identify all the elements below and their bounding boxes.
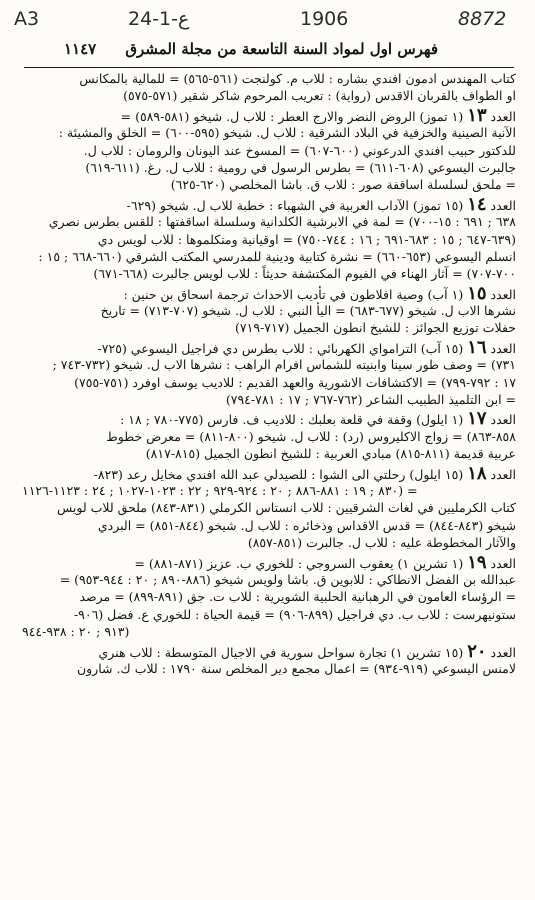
index-line	[22, 213, 516, 230]
issue-label: العدد	[490, 286, 516, 302]
line-text: ٦٣٨ ; ٦٩١ : ١٥-٧٠٠) = لمة في الابرشية الكلدانية وسلسلة اساقفتها : للقس بطرس نصري	[48, 214, 516, 230]
index-line	[22, 231, 516, 248]
line-text: ٧٣١) = وصف طور سينا وابنيته للشماس افرام الراهب : نشرها الاب ل. شيخو (٧٣٢-٧٤٣ ;	[52, 357, 516, 373]
line-text: (١ ايلول) وقفة في قلعة بعلبك : للاديب ف. فارس (٧٧٥-٧٨٠ ; ١٨ :	[120, 412, 464, 428]
index-line	[22, 70, 516, 87]
line-text: (١٥ تموز) الآداب العربية في الشهباء : خطبة للاب ل. شيخو (٦٢٩-	[126, 197, 464, 213]
line-text: (١ تشرين ١) يعقوب السروجي : للخوري ب. عزيز (٨٧١-٨٨١) =	[134, 555, 464, 571]
index-line	[22, 374, 516, 391]
index-line	[22, 87, 516, 104]
line-text: (١٥ تشرين ١) تجارة سواحل سورية في الاجيال المتوسطة : للاب هنري	[98, 644, 464, 660]
line-text: ٨٣٠ ; ١٩ : ٨٨١-٨٨٦ ; ٢٠ : ٩٢٤-٩٢٩ ; ٢٢ : ١٠٢٣-١٠٢٧ ; ٢٤ : ١١٢٣-١١٢٦) =	[22, 482, 418, 498]
index-line	[22, 482, 516, 499]
line-text: (١ آب) وصية افلاطون في تأديب الاحداث ترجمة اسحاق بن حنين :	[123, 286, 464, 302]
handwritten-number: 8872	[458, 8, 507, 30]
issue-entry-line	[22, 643, 516, 660]
index-line	[22, 124, 516, 141]
index-line	[22, 445, 516, 462]
index-line	[22, 571, 516, 588]
issue-entry-line	[22, 196, 516, 213]
index-line	[22, 142, 516, 159]
handwritten-reference: A3	[14, 8, 40, 30]
line-text: جالبرت اليسوعي (٦٠٨-٦١١) = بطرس الرسول في رومية : للاب ل. رغ. (٦١١-٦١٩)	[85, 159, 516, 175]
issue-entry-line	[22, 410, 516, 427]
issue-entry-line	[22, 107, 516, 124]
index-line	[22, 588, 516, 605]
line-text: عبدالله بن الفضل الانطاكي : للابوين ق. باشا ولويس شيخو (٨٨٦-٨٩٠ ; ٢٠ : ٩٤٤-٩٥٣) =	[59, 571, 516, 587]
issue-label: العدد	[490, 412, 516, 428]
handwritten-annotations	[0, 8, 535, 38]
issue-number: ١٩	[467, 553, 487, 571]
issue-label: العدد	[490, 466, 516, 482]
line-text: شيخو (٨٤٣-٨٤٤) = قدس الاقداس وذخائره : للاب ل. شيخو (٨٤٤-٨٥١) = البردي	[97, 517, 516, 533]
index-line	[22, 517, 516, 534]
index-line	[22, 176, 516, 193]
line-text: نشرها الاب ل. شيخو (٦٧٧-٦٨٣) = اليأ النبي : للاب ل. شيخو (٧٠٧-٧١٣) = تاريخ	[100, 303, 516, 319]
index-line	[22, 606, 516, 623]
line-text: ٨٥٨-٨٦٣) = زواج الاكليروس (رد) : للاب ل. شيخو (٨٠٠-٨١١) = معرض خطوط	[106, 428, 516, 444]
index-line	[22, 159, 516, 176]
line-text: لامنس اليسوعي (٩١٩-٩٣٤) = اعمال مجمع دير المخلص سنة ١٧٩٠ : للاب ك. شارون	[76, 660, 516, 676]
issue-number: ١٤	[467, 195, 487, 214]
index-line	[22, 265, 516, 282]
line-text: (٦٣٩-٦٤٧ ; ١٥ : ٦٨٣-٦٩١ ; ١٦ : ٧٤٤-٧٥٠) = اوقيانية ومتكلموها : للاب لويس دي	[97, 231, 516, 247]
line-text: (١ تموز) الروض النضر والارج العطر : للاب ل. شيخو (٥٨١-٥٨٩) =	[120, 108, 464, 124]
line-text: كتاب المهندس ادمون افندي بشاره : للاب م. كولنجت (٥٦١-٥٦٥) = للمالية بالمكانس	[79, 71, 516, 86]
line-text: او الطواف بالقربان الاقدس (رواية) : تعريب المرحوم شاكر شقير (٥٧١-٥٧٥)	[123, 88, 516, 104]
issue-number: ١٧	[467, 410, 487, 428]
index-body	[22, 70, 516, 894]
handwritten-year: 1906	[300, 8, 349, 30]
issue-entry-line	[22, 285, 516, 302]
line-text: ستونيهرست : للاب ب. دي فراجيل (٨٩٩-٩٠٦) = قيمة الحياة : للخوري ع. فضل (٩٠٦-	[73, 606, 516, 622]
line-text: = الرؤساء العامون في الرهبانية الحلبية الشويرية : للاب ت. جق (٨٩١-٨٩٩) = مرصد	[79, 589, 516, 605]
line-text: عربية قديمة (٨١١-٨١٥) مبادي العربية : للشيخ انطون الجميل (٨١٥-٨١٧)	[145, 446, 516, 462]
index-line	[22, 534, 516, 551]
line-text: = ابن التلميذ الطبيب الشاعر (٧٦٢-٧٦٧ ; ١٧ : ٧٨١-٧٩٤)	[225, 392, 516, 408]
index-line	[22, 391, 516, 408]
issue-number: ٢٠	[467, 642, 487, 660]
line-text: للدكتور حبيب افندي الدرعوني (٦٠٠-٦٠٧) = المسوخ عند اليونان والرومان : للاب ل.	[83, 142, 516, 158]
issue-label: العدد	[490, 555, 516, 571]
line-text: (١٥ آب) الترامواي الكهربائي : للاب بطرس دي فراجيل اليسوعي (٧٢٥-	[97, 340, 464, 356]
issue-entry-line	[22, 554, 516, 571]
line-text: = ملحق لسلسلة اساقفة صور : للاب ق. باشا المخلصي (٦٢٠-٦٢٥)	[170, 177, 516, 193]
line-text: حفلات توزيع الجوائز : للشيخ انطون الجميل (٧١٧-٧١٩)	[235, 320, 516, 336]
issue-entry-line	[22, 465, 516, 482]
issue-label: العدد	[490, 108, 516, 124]
issue-number: ١٦	[467, 338, 487, 357]
issue-label: العدد	[490, 340, 516, 356]
line-text: والآثار المخطوطة عليه : للاب ل. جالبرت (٨٥١-٨٥٧)	[247, 535, 516, 551]
index-line	[22, 302, 516, 319]
line-text: ٧٠٠-٧٠٧) = آثار الهناء في الفيوم المكتشفة حديثاً : للاب لويس جالبرت (٦٦٨-٦٧١)	[93, 266, 516, 282]
line-text: انسلم اليسوعي (٦٥٣-٦٦٠) = نشرة كتابية ودينية للمدرسي المكتب الشرقي (٦٦٠-٦٦٨ ; ١٥ :	[38, 248, 516, 264]
line-text: ١٧ : ٧٩٢-٧٩٩) = الاكتشافات الاشورية والعهد القديم : للاديب يوسف اوفرد (٧٥١-٧٥٥)	[74, 374, 516, 390]
header-rule	[24, 67, 514, 68]
issue-number: ١٥	[467, 284, 487, 303]
issue-number: ١٨	[467, 464, 487, 482]
page-number: ١١٤٧	[64, 40, 97, 58]
line-text: كتاب الكرمليين في لغات الشرقيين : للاب انستاس الكرملي (٨٣١-٨٤٣) ملحق للاب لويس	[57, 500, 516, 516]
index-line	[22, 319, 516, 336]
page-title: فهرس اول لمواد السنة التاسعة من مجلة المشرق	[125, 40, 438, 58]
index-line	[22, 428, 516, 445]
line-text: (١٥ ايلول) رحلتي الى الشوا : للصيدلي عبد الله افندي مخايل رعد (٨٢٣-	[93, 466, 464, 482]
line-text: الآنية الصينية والخزفية في البلاد الشرقية : للاب ل. شيخو (٥٩٥-٦٠٠) = الخلق والمشيئة :	[58, 125, 516, 141]
index-line	[22, 660, 516, 677]
issue-entry-line	[22, 339, 516, 356]
issue-label: العدد	[490, 197, 516, 213]
issue-label: العدد	[490, 644, 516, 660]
issue-number: ١٣	[467, 106, 487, 125]
line-text: ٩١٣ ; ٢٠ : ٩٣٨-٩٤٤)	[22, 624, 130, 640]
page-header	[18, 40, 518, 66]
index-line	[22, 499, 516, 516]
index-line	[22, 623, 516, 640]
handwritten-date: 24-1-ع	[128, 8, 190, 30]
index-line	[22, 356, 516, 373]
index-line	[22, 248, 516, 265]
